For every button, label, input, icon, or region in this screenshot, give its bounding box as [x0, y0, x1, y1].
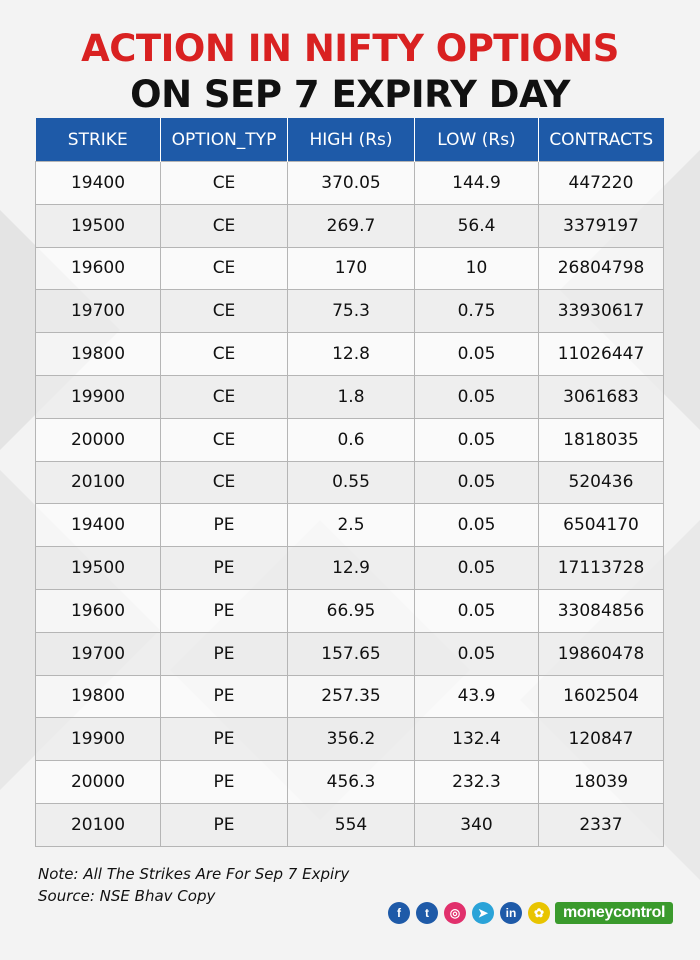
table-cell: 0.05	[415, 333, 539, 376]
table-cell: PE	[161, 589, 288, 632]
table-cell: PE	[161, 761, 288, 804]
table-row	[36, 589, 664, 632]
table-row	[36, 632, 664, 675]
linkedin-icon[interactable]: in	[500, 902, 522, 924]
table-cell: 2.5	[288, 504, 415, 547]
table-cell: 43.9	[415, 675, 539, 718]
table-cell: CE	[161, 375, 288, 418]
table-cell: 20100	[36, 461, 161, 504]
table-cell: 19600	[36, 247, 161, 290]
table-cell: 19400	[36, 504, 161, 547]
table-cell: 19600	[36, 589, 161, 632]
column-header: OPTION_TYP	[161, 118, 288, 162]
table-cell: 170	[288, 247, 415, 290]
note-text: Note: All The Strikes Are For Sep 7 Expiry	[38, 865, 350, 883]
table-cell: 33084856	[539, 589, 664, 632]
table-cell: 0.75	[415, 290, 539, 333]
table-cell: 19900	[36, 375, 161, 418]
table-row	[36, 675, 664, 718]
instagram-icon[interactable]: ◎	[444, 902, 466, 924]
table-cell: CE	[161, 162, 288, 205]
table-cell: 12.8	[288, 333, 415, 376]
table-cell: 232.3	[415, 761, 539, 804]
table-cell: 157.65	[288, 632, 415, 675]
table-cell: 75.3	[288, 290, 415, 333]
table-cell: PE	[161, 547, 288, 590]
table-cell: 0.05	[415, 589, 539, 632]
table-cell: 10	[415, 247, 539, 290]
table-cell: 0.05	[415, 632, 539, 675]
column-header: CONTRACTS	[539, 118, 664, 162]
table-cell: CE	[161, 333, 288, 376]
table-row	[36, 204, 664, 247]
column-header: HIGH (Rs)	[288, 118, 415, 162]
snapchat-icon[interactable]: ✿	[528, 902, 550, 924]
column-header: STRIKE	[36, 118, 161, 162]
table-cell: 66.95	[288, 589, 415, 632]
table-cell: CE	[161, 247, 288, 290]
twitter-icon[interactable]: t	[416, 902, 438, 924]
table-cell: CE	[161, 418, 288, 461]
table-cell: 19900	[36, 718, 161, 761]
title-line-2: ON SEP 7 EXPIRY DAY	[130, 73, 570, 116]
table-row	[36, 504, 664, 547]
table-row	[36, 547, 664, 590]
table-cell: 356.2	[288, 718, 415, 761]
table-cell: 0.55	[288, 461, 415, 504]
table-cell: 269.7	[288, 204, 415, 247]
table-cell: 0.05	[415, 547, 539, 590]
table-cell: 257.35	[288, 675, 415, 718]
table-cell: 520436	[539, 461, 664, 504]
table-cell: 19500	[36, 547, 161, 590]
table-cell: 340	[415, 803, 539, 846]
table-row	[36, 162, 664, 205]
table-cell: 447220	[539, 162, 664, 205]
table-cell: 20100	[36, 803, 161, 846]
table-cell: 554	[288, 803, 415, 846]
column-header: LOW (Rs)	[415, 118, 539, 162]
table-cell: 11026447	[539, 333, 664, 376]
table-cell: 0.05	[415, 461, 539, 504]
table-cell: 18039	[539, 761, 664, 804]
chart-title	[0, 26, 700, 118]
table-cell: 17113728	[539, 547, 664, 590]
table-cell: 33930617	[539, 290, 664, 333]
table-cell: 19700	[36, 632, 161, 675]
table-row	[36, 803, 664, 846]
social-icons	[388, 902, 550, 924]
table-cell: 26804798	[539, 247, 664, 290]
table-row	[36, 333, 664, 376]
table-cell: 19800	[36, 333, 161, 376]
table-cell: 3061683	[539, 375, 664, 418]
table-cell: 1818035	[539, 418, 664, 461]
table-cell: PE	[161, 718, 288, 761]
table-cell: 0.6	[288, 418, 415, 461]
table-cell: 19800	[36, 675, 161, 718]
table-cell: 0.05	[415, 504, 539, 547]
source-text: Source: NSE Bhav Copy	[38, 887, 216, 905]
table-body	[36, 162, 664, 847]
table-row	[36, 247, 664, 290]
table-cell: CE	[161, 290, 288, 333]
table-cell: 19400	[36, 162, 161, 205]
table-cell: 456.3	[288, 761, 415, 804]
table-cell: 20000	[36, 418, 161, 461]
table-header-row	[36, 118, 664, 162]
table-cell: 0.05	[415, 418, 539, 461]
table-cell: 144.9	[415, 162, 539, 205]
table-cell: 56.4	[415, 204, 539, 247]
table-cell: PE	[161, 632, 288, 675]
table-cell: CE	[161, 461, 288, 504]
table-cell: 12.9	[288, 547, 415, 590]
notes	[38, 863, 349, 907]
facebook-icon[interactable]: f	[388, 902, 410, 924]
table-cell: 370.05	[288, 162, 415, 205]
telegram-icon[interactable]: ➤	[472, 902, 494, 924]
table-row	[36, 290, 664, 333]
table-row	[36, 761, 664, 804]
table-cell: 2337	[539, 803, 664, 846]
options-table	[35, 118, 664, 847]
table-cell: 120847	[539, 718, 664, 761]
table-cell: 1602504	[539, 675, 664, 718]
table-cell: PE	[161, 803, 288, 846]
table-cell: CE	[161, 204, 288, 247]
table-cell: 19700	[36, 290, 161, 333]
table-cell: 132.4	[415, 718, 539, 761]
table-cell: 19500	[36, 204, 161, 247]
title-line-1: ACTION IN NIFTY OPTIONS	[81, 27, 619, 70]
table-cell: 1.8	[288, 375, 415, 418]
table-cell: PE	[161, 504, 288, 547]
table-cell: 0.05	[415, 375, 539, 418]
table-cell: PE	[161, 675, 288, 718]
table-cell: 6504170	[539, 504, 664, 547]
table-row	[36, 375, 664, 418]
table-row	[36, 461, 664, 504]
table-cell: 3379197	[539, 204, 664, 247]
table-row	[36, 418, 664, 461]
brand-logo: moneycontrol	[555, 902, 673, 924]
table-row	[36, 718, 664, 761]
table-cell: 20000	[36, 761, 161, 804]
table-cell: 19860478	[539, 632, 664, 675]
